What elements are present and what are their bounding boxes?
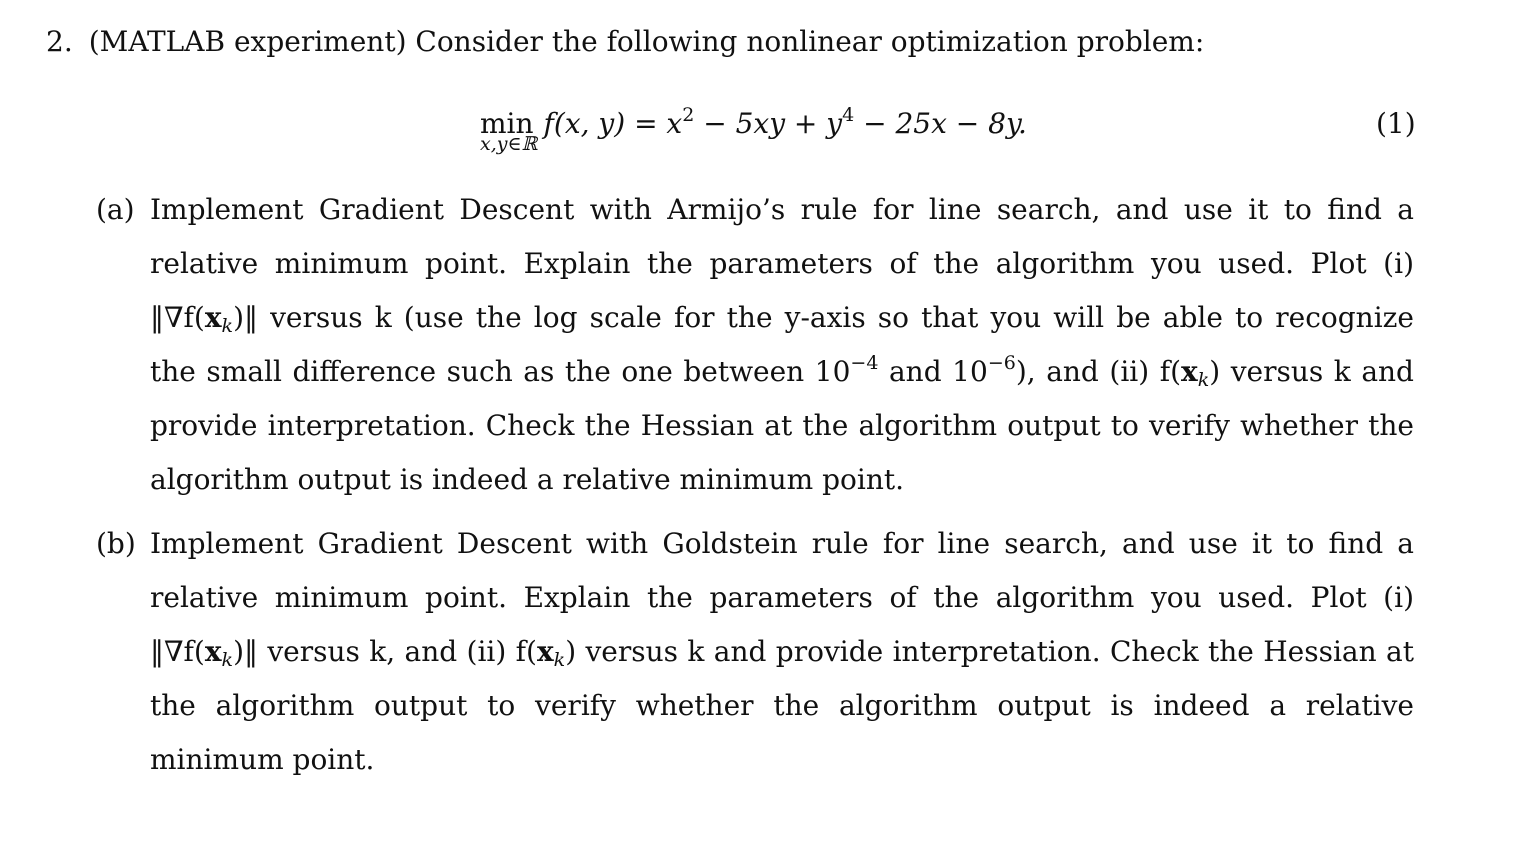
part-a-subscript-k-2: k [1197,369,1210,391]
part-b-text [150,517,1414,787]
part-b-subscript-k-2: k [553,649,566,671]
part-a-text-1: Implement Gradient Descent with Armijo’s rule for line search, and use it to find a relative minimum point. Explain the parameters of the algorithm you used. Plot (i) ‖∇f( [150,193,1414,334]
part-a-label: (a) [96,193,135,226]
equation-prefix: f(x, y) = x [543,107,683,140]
part-b-text-1: Implement Gradient Descent with Goldstein rule for line search, and use it to find a relative minimum point. Explain the parameters of the algorithm you used. Plot (i) ‖∇f( [150,527,1414,668]
equation-number: (1) [1376,107,1416,140]
part-b-text-2: )‖ versus k, and (ii) f( [233,635,537,668]
part-a-vector-x: x [204,301,222,334]
min-subscript: x,y∈ℝ [480,133,538,155]
problem-statement [46,24,1204,60]
part-a-text-4: ), and (ii) f( [1015,355,1182,388]
part-b-vector-x-2: x [536,635,554,668]
problem-heading: (MATLAB experiment) Consider the following nonlinear optimization problem: [88,25,1205,58]
equation-suffix: − 25x − 8y. [854,107,1027,140]
part-a-exponent-2: −6 [987,352,1016,374]
part-a-text-3: and 10 [878,355,988,388]
min-label: min [480,107,534,140]
equation-exponent-1: 2 [682,104,695,126]
part-a-exponent-1: −4 [850,352,879,374]
part-a-vector-x-2: x [1181,355,1198,388]
optimization-equation [480,104,1027,155]
part-a-text-5: ) versus k and provide interpretation. Check the Hessian at the algorithm output to verify whether the algorithm output is indeed a relative minimum point. [150,355,1414,496]
equation-exponent-2: 4 [842,104,855,126]
problem-number: 2. [46,25,73,58]
min-operator [480,106,538,155]
part-b-text-3: ) versus k and provide interpretation. Check the Hessian at the algorithm output to verify whether the algorithm output is indeed a relative minimum point. [150,635,1414,776]
part-a-text [150,183,1414,507]
equation-middle: − 5xy + y [694,107,843,140]
part-b-label: (b) [96,527,136,560]
part-a-text-2: )‖ versus k (use the log scale for the y-axis so that you will be able to recognize the small difference such as the one between 10 [150,301,1414,388]
part-b-subscript-k: k [221,649,234,671]
part-b-vector-x: x [204,635,222,668]
part-a-subscript-k: k [221,315,234,337]
